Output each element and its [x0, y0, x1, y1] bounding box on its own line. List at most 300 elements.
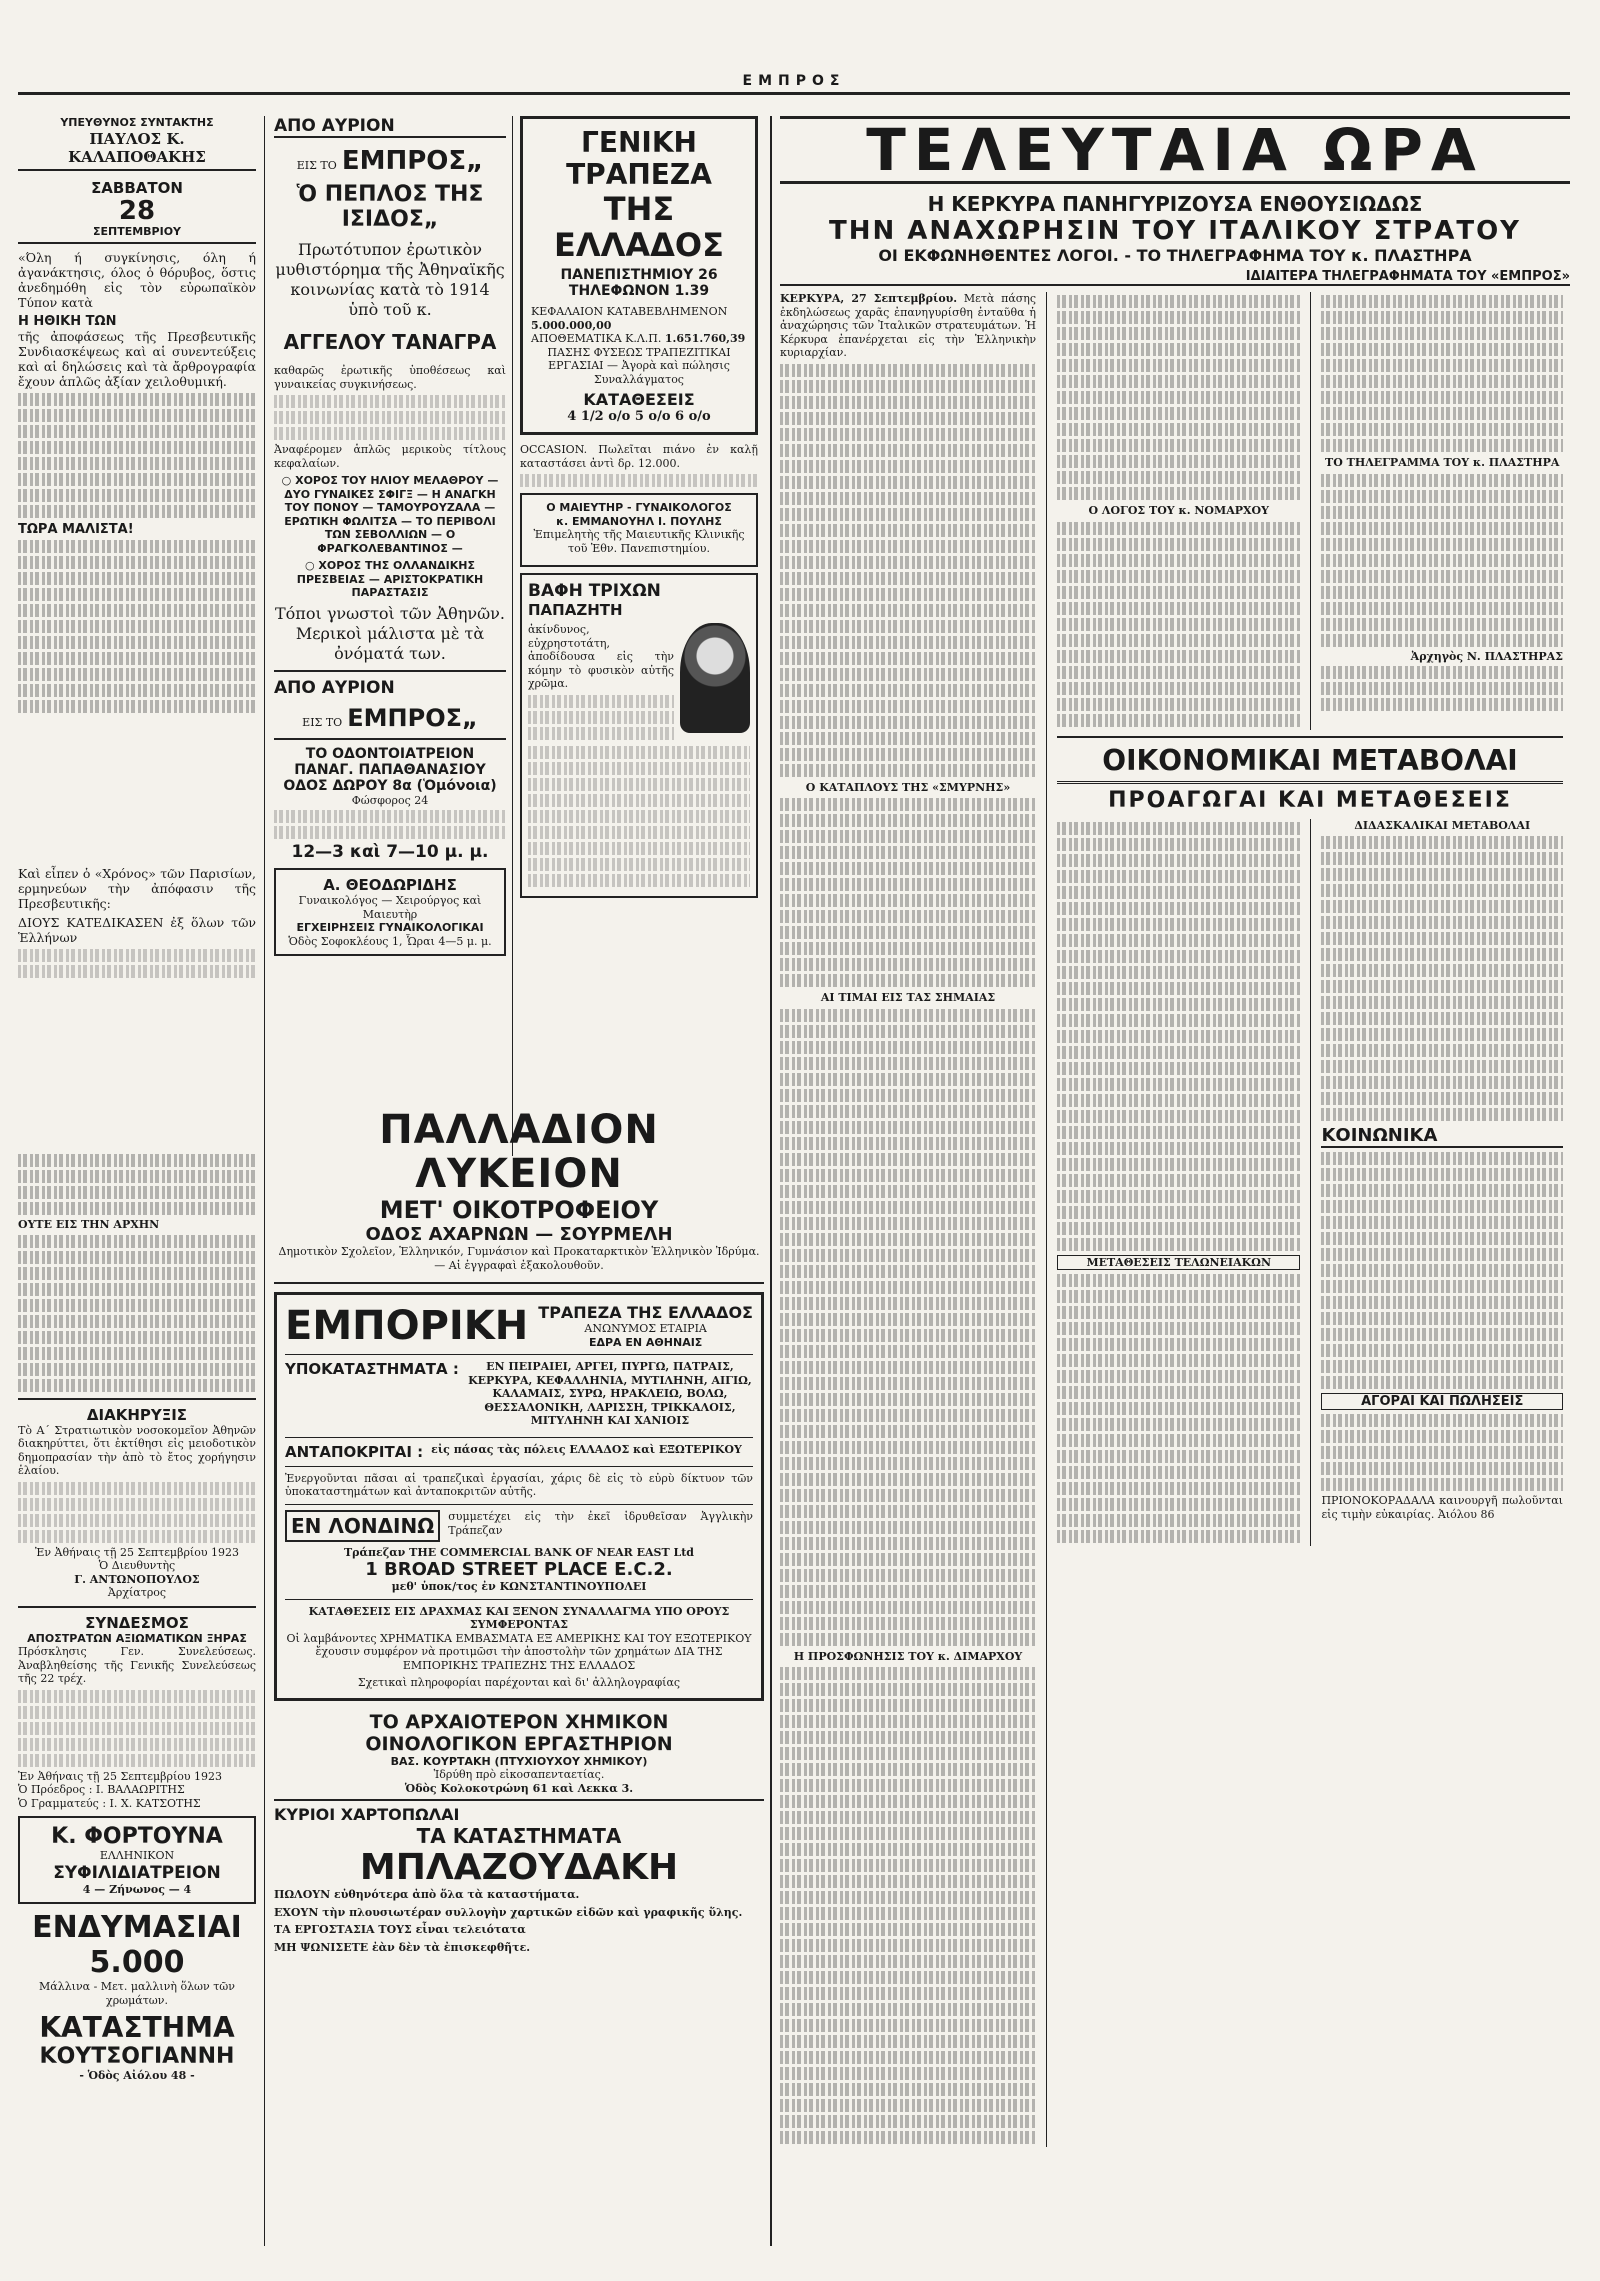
- text-block: [18, 588, 256, 601]
- right-columns-bottom: [1057, 819, 1563, 1547]
- vafi-title-1: ΒΑΦΗ ΤΡΙΧΩΝ: [528, 581, 661, 601]
- text-block: [780, 1827, 1036, 1840]
- text-block: [780, 1137, 1036, 1150]
- theodoridis-ops: ΕΓΧΕΙΡΗΣΕΙΣ ΓΥΝΑΙΚΟΛΟΓΙΚΑΙ: [296, 921, 484, 934]
- text-block: [780, 588, 1036, 601]
- geniki-address: ΠΑΝΕΠΙΣΤΗΜΙΟΥ 26: [560, 267, 718, 283]
- text-block: [1057, 554, 1300, 567]
- text-block: [1321, 295, 1563, 308]
- ta-katastimata: ΤΑ ΚΑΤΑΣΤΗΜΑΤΑ: [416, 1824, 622, 1848]
- text-block: [274, 427, 506, 440]
- text-block: [1057, 1434, 1300, 1447]
- theodoridis-address: Ὁδὸς Σοφοκλέους 1, Ὧραι 4—5 μ. μ.: [288, 934, 492, 948]
- text-block: [780, 668, 1036, 681]
- text-block: [1057, 1466, 1300, 1479]
- text-block: [1321, 1232, 1563, 1245]
- timai-heading: ΑΙ ΤΙΜΑΙ ΕΙΣ ΤΑΣ ΣΗΜΑΙΑΣ: [820, 991, 996, 1004]
- right-divider-b: [1310, 292, 1311, 730]
- odonto-address: ΟΔΟΣ ΔΩΡΟΥ 8α (Ὁμόνοια): [283, 777, 497, 794]
- text-block: [780, 1361, 1036, 1374]
- text-block: [18, 1482, 256, 1495]
- text-block: [780, 572, 1036, 585]
- text-block: [1321, 343, 1563, 356]
- text-block: [1057, 1126, 1300, 1139]
- text-block: [1057, 359, 1300, 372]
- text-block: [780, 460, 1036, 473]
- text-block: [780, 1089, 1036, 1102]
- text-block: [18, 572, 256, 585]
- text-block: [1057, 602, 1300, 615]
- apo-avrion-label: ΑΠΟ ΑΥΡΙΟΝ: [274, 116, 506, 138]
- katatheseis-label: ΚΑΤΑΘΕΣΕΙΣ: [583, 390, 695, 409]
- text-block: [18, 700, 256, 713]
- text-block: [780, 620, 1036, 633]
- text-block: [528, 794, 750, 807]
- text-block: [780, 2115, 1036, 2128]
- text-block: [18, 489, 256, 502]
- text-block: [1057, 375, 1300, 388]
- text-block: [780, 412, 1036, 425]
- oute-text: ΟΥΤΕ ΕΙΣ ΤΗΝ ΑΡΧΗΝ: [18, 1218, 160, 1231]
- text-block: [528, 826, 750, 839]
- col-divider-center: [770, 116, 772, 2246]
- text-block: [18, 1379, 256, 1392]
- text-block: [1057, 998, 1300, 1011]
- endymasiai-heading: ΕΝΔΥΜΑΣΙΑΙ: [32, 1910, 242, 1945]
- text-block: [1321, 570, 1563, 583]
- odonto-title: ΤΟ ΟΔΟΝΤΟΙΑΤΡΕΙΟΝ: [305, 745, 475, 762]
- text-block: [1321, 698, 1563, 711]
- text-block: [1321, 1060, 1563, 1073]
- right-section: [780, 116, 1570, 2256]
- syndesmos-heading: ΣΥΝΔΕΣΜΟΣ: [85, 1613, 189, 1632]
- katastima-heading: ΚΑΤΑΣΤΗΜΑ: [39, 2011, 235, 2044]
- text-block: [780, 1715, 1036, 1728]
- text-block: [780, 2099, 1036, 2112]
- text-block: [1057, 1290, 1300, 1303]
- apo-avrion-label-2: ΑΠΟ ΑΥΡΙΟΝ: [274, 677, 395, 698]
- text-block: [18, 1722, 256, 1735]
- text-block: [1321, 1264, 1563, 1277]
- text-block: [1057, 698, 1300, 711]
- text-block: [780, 1521, 1036, 1534]
- text-block: [780, 942, 1036, 955]
- text-block: [18, 652, 256, 665]
- bank-branch: μεθ' ὑποκ/τος ἐν ΚΩΝΣΤΑΝΤΙΝΟΥΠΟΛΕΙ: [391, 1580, 647, 1593]
- text-block: [780, 974, 1036, 987]
- text-block: [780, 1601, 1036, 1614]
- text-block: [18, 1738, 256, 1751]
- text-block: [1057, 1530, 1300, 1543]
- text-block: [780, 1217, 1036, 1230]
- text-block: [18, 1251, 256, 1264]
- masthead-title: ΕΜΠΡΟΣ: [742, 73, 846, 89]
- text-block: [1057, 1206, 1300, 1219]
- text-block: [1057, 1386, 1300, 1399]
- text-block: [780, 1553, 1036, 1566]
- syndesmos-president: Ὁ Πρόεδρος : Ι. ΒΑΛΑΩΡΙΤΗΣ: [18, 1783, 185, 1796]
- text-block: [18, 505, 256, 518]
- text-block: [780, 444, 1036, 457]
- nomarchis-heading: Ο ΛΟΓΟΣ ΤΟΥ κ. ΝΟΜΑΡΧΟΥ: [1088, 504, 1269, 517]
- blank-space: [18, 716, 256, 866]
- text-block: [780, 1923, 1036, 1936]
- metatheseis-telon-heading: ΜΕΤΑΘΕΣΕΙΣ ΤΕΛΩΝΕΙΑΚΩΝ: [1057, 1255, 1300, 1271]
- text-block: [1057, 1498, 1300, 1511]
- text-block: [1057, 838, 1300, 851]
- text-block: [1057, 1370, 1300, 1383]
- fortouna-ad: [18, 1816, 256, 1904]
- text-block: [780, 1457, 1036, 1470]
- text-block: [780, 1763, 1036, 1776]
- text-block: [780, 476, 1036, 489]
- text-block: [1057, 1030, 1300, 1043]
- woman-portrait-icon: [680, 623, 750, 733]
- text-block: [1057, 423, 1300, 436]
- text-block: [1057, 650, 1300, 663]
- emporiki-title: ΕΜΠΟΡΙΚΗ: [285, 1303, 529, 1349]
- koutsogianni-name: ΚΟΥΤΣΟΓΙΑΝΝΗ: [39, 2044, 235, 2069]
- right-divider-c: [1310, 819, 1311, 1547]
- empros-label-2: ΕΜΠΡΟΣ„: [347, 703, 478, 732]
- text-block: [1321, 1360, 1563, 1373]
- text-block: [18, 540, 256, 553]
- kyrioi-label: ΚΥΡΙΟΙ ΧΑΡΤΟΠΩΛΑΙ: [274, 1805, 460, 1824]
- text-block: [1057, 822, 1300, 835]
- text-block: [18, 1154, 256, 1167]
- text-block: [1057, 455, 1300, 468]
- kataplous-heading: Ο ΚΑΤΑΠΛΟΥΣ ΤΗΣ «ΣΜΥΡΝΗΣ»: [805, 780, 1011, 794]
- text-block: [1057, 902, 1300, 915]
- column-1: [18, 116, 256, 2256]
- capital-value: 5.000.000,00: [531, 318, 612, 332]
- text-block: [780, 1683, 1036, 1696]
- text-block: [780, 2035, 1036, 2048]
- author-text: καθαρῶς ἐρωτικῆς ὑποθέσεως καὶ γυναικείας συγκινήσεως.: [274, 364, 506, 391]
- text-block: [780, 1377, 1036, 1390]
- text-block: [780, 652, 1036, 665]
- text-block: [18, 556, 256, 569]
- text-block: [780, 862, 1036, 875]
- text-block: [1321, 1478, 1563, 1491]
- text-block: [1321, 391, 1563, 404]
- text-block: [1057, 1174, 1300, 1187]
- text-block: [1321, 554, 1563, 567]
- eis-to-label-2: ΕΙΣ ΤΟ: [302, 715, 343, 729]
- text-block: [780, 1025, 1036, 1038]
- right-col-c: [1321, 292, 1563, 730]
- text-block: [1321, 375, 1563, 388]
- text-block: [1321, 506, 1563, 519]
- bank-address: 1 BROAD STREET PLACE E.C.2.: [365, 1559, 673, 1580]
- text-block: [1057, 1482, 1300, 1495]
- text-block: [18, 473, 256, 486]
- text-block: [528, 711, 674, 724]
- text-block: [1321, 948, 1563, 961]
- chimiko-owner: ΒΑΣ. ΚΟΥΡΤΑΚΗ (ΠΤΥΧΙΟΥΧΟΥ ΧΗΜΙΚΟΥ): [390, 1754, 648, 1768]
- text-block: [528, 842, 750, 855]
- text-block: [780, 1971, 1036, 1984]
- syndesmos-date: Ἐν Ἀθήναις τῇ 25 Σεπτεμβρίου 1923: [18, 1769, 223, 1783]
- emporiki-company: ΑΝΩΝΥΜΟΣ ΕΤΑΙΡΙΑ: [584, 1322, 707, 1335]
- text-block: [528, 874, 750, 887]
- text-block: [1321, 1076, 1563, 1089]
- text-block: [1057, 522, 1300, 535]
- text-block: [1321, 602, 1563, 615]
- editor-role: ΥΠΕΥΘΥΝΟΣ ΣΥΝΤΑΚΤΗΣ: [60, 116, 214, 129]
- text-block: [780, 1907, 1036, 1920]
- text-block: [780, 1779, 1036, 1792]
- diakiryxis-title: Ἀρχίατρος: [107, 1586, 167, 1599]
- right-col-bc: [1057, 292, 1563, 2147]
- theodoridis-sub: Γυναικολόγος — Χειρούργος καὶ Μαιευτὴρ: [298, 894, 482, 921]
- endymasiai-count: 5.000: [89, 1945, 185, 1980]
- text-block: [18, 457, 256, 470]
- oikonomikai-heading: ΟΙΚΟΝΟΜΙΚΑΙ ΜΕΤΑΒΟΛΑΙ: [1057, 744, 1563, 784]
- london-label: ΕΝ ΛΟΝΔΙΝΩ: [285, 1510, 440, 1542]
- text-block: [780, 1233, 1036, 1246]
- text-block: [18, 684, 256, 697]
- text-block: [1057, 918, 1300, 931]
- text-block: [1057, 1014, 1300, 1027]
- text-block: [780, 1795, 1036, 1808]
- diakiryxis-text: Τὸ Α΄ Στρατιωτικὸν νοσοκομεῖον Ἀθηνῶν διακηρύττει, ὅτι ἐκτίθησι εἰς μειοδοτικὸν δημοπρασίαν τὴν ἀπὸ τὸ ἔτος χορήγησιν ἑλαίου.: [18, 1423, 256, 1477]
- text-block: [1057, 1354, 1300, 1367]
- text-block: [1321, 1376, 1563, 1389]
- text-block: [780, 428, 1036, 441]
- text-block: [780, 1009, 1036, 1022]
- text-block: [780, 894, 1036, 907]
- text-block: [1057, 666, 1300, 679]
- geniki-title-1: ΓΕΝΙΚΗ ΤΡΑΠΕΖΑ: [566, 126, 712, 191]
- right-divider-a: [1046, 292, 1047, 2147]
- reserve-value: 1.651.760,39: [664, 332, 746, 345]
- text-block: [1057, 634, 1300, 647]
- peplos-title: Ὁ ΠΕΠΛΟΣ ΤΗΣ ΙΣΙΔΟΣ„: [296, 182, 484, 232]
- plastiras-signature: Ἀρχηγὸς Ν. ΠΛΑΣΤΗΡΑΣ: [1410, 649, 1563, 663]
- text-block: [780, 1329, 1036, 1342]
- text-block: [780, 1153, 1036, 1166]
- text-block: [18, 1514, 256, 1527]
- author-name: ΑΓΓΕΛΟΥ ΤΑΝΑΓΡΑ: [283, 330, 497, 354]
- ethiki-heading: Η ΗΘΙΚΗ ΤΩΝ: [18, 314, 117, 329]
- text-block: [780, 2067, 1036, 2080]
- text-block: [780, 2003, 1036, 2016]
- text-block: [1057, 439, 1300, 452]
- text-block: [780, 1121, 1036, 1134]
- diakiryxis-role: Ὁ Διευθυντὴς: [98, 1559, 176, 1572]
- right-col-e: [1321, 819, 1563, 1547]
- text-block: [18, 1690, 256, 1703]
- text-block: [780, 1409, 1036, 1422]
- text-block: [1321, 522, 1563, 535]
- chimiko-founded: Ἱδρύθη πρὸ εἰκοσαπενταετίας.: [433, 1768, 605, 1781]
- issue-date: 28: [118, 195, 156, 226]
- text-block: [18, 1754, 256, 1767]
- prionokoradala-text: ΠΡΙΟΝΟΚΟΡΑΔΑΛΑ καινουργῆ πωλοῦνται εἰς τιμὴν εὐκαιρίας. Ἀιόλου 86: [1321, 1494, 1563, 1521]
- right-col-b: [1057, 292, 1300, 730]
- text-block: [1057, 1514, 1300, 1527]
- text-block: [780, 1345, 1036, 1358]
- didaskalikai-heading: ΔΙΔΑΣΚΑΛΙΚΑΙ ΜΕΤΑΒΟΛΑΙ: [1354, 818, 1531, 832]
- diakiryxis-signer: Γ. ΑΝΤΩΝΟΠΟΥΛΟΣ: [74, 1572, 200, 1586]
- fortouna-address: 4 — Ζήνωνος — 4: [82, 1882, 192, 1896]
- kerkyra-headline-1: Η ΚΕΡΚΥΡΑ ΠΑΝΗΓΥΡΙΖΟΥΣΑ ΕΝΘΟΥΣΙΩΔΩΣ: [927, 192, 1423, 216]
- text-block: [1057, 1450, 1300, 1463]
- text-block: [1057, 1158, 1300, 1171]
- text-block: [1321, 423, 1563, 436]
- text-block: [1321, 916, 1563, 929]
- endymasiai-text: Μάλλινα - Μετ. μαλλινὴ ὅλων τῶν χρωμάτων.: [39, 1980, 235, 2007]
- text-block: [18, 668, 256, 681]
- text-block: [1321, 1446, 1563, 1459]
- text-block: [780, 364, 1036, 377]
- text-block: [780, 556, 1036, 569]
- proagogai-heading: ΠΡΟΑΓΩΓΑΙ ΚΑΙ ΜΕΤΑΘΕΣΕΙΣ: [1108, 787, 1512, 813]
- text-block: [1057, 934, 1300, 947]
- bank-name: Τράπεζαν THE COMMERCIAL BANK OF NEAR EAST Ltd: [344, 1545, 694, 1559]
- text-block: [1057, 586, 1300, 599]
- odonto-hours: 12—3 καὶ 7—10 μ. μ.: [291, 842, 489, 862]
- text-block: [1321, 1280, 1563, 1293]
- right-col-d: [1057, 819, 1300, 1547]
- deposits-heading: ΚΑΤΑΘΕΣΕΙΣ ΕΙΣ ΔΡΑΧΜΑΣ ΚΑΙ ΞΕΝΟΝ ΣΥΝΑΛΛΑΓΜΑ ΥΠΟ ΟΡΟΥΣ ΣΥΜΦΕΡΟΝΤΑΣ: [308, 1604, 730, 1631]
- kerkyra-dateline: ΚΕΡΚΥΡΑ, 27 Σεπτεμβρίου.: [780, 292, 958, 305]
- text-block: [1321, 900, 1563, 913]
- text-block: [18, 636, 256, 649]
- chimiko-title-2: ΟΙΝΟΛΟΓΙΚΟΝ ΕΡΓΑΣΤΗΡΙΟΝ: [365, 1732, 673, 1755]
- text-block: [18, 1299, 256, 1312]
- text-block: [1321, 1012, 1563, 1025]
- text-block: [18, 1347, 256, 1360]
- text-block: [780, 700, 1036, 713]
- text-block: [780, 1105, 1036, 1118]
- text-block: [780, 846, 1036, 859]
- ypokatastimata-label: ΥΠΟΚΑΤΑΣΤΗΜΑΤΑ :: [285, 1360, 459, 1378]
- text-block: [1321, 964, 1563, 977]
- text-block: [1057, 982, 1300, 995]
- text-block: [1057, 570, 1300, 583]
- tora-heading: ΤΩΡΑ ΜΑΛΙΣΤΑ!: [18, 522, 134, 537]
- chimiko-address: Ὁδὸς Κολοκοτρώνη 61 καὶ Λεκκα 3.: [404, 1781, 634, 1795]
- text-block: [780, 1811, 1036, 1824]
- peplos-text: Πρωτότυπον ἐρωτικὸν μυθιστόρημα τῆς Ἀθηναϊκῆς κοινωνίας κατὰ τὸ 1914 ὑπὸ τοῦ κ.: [275, 240, 505, 319]
- text-block: [780, 814, 1036, 827]
- text-block: [1321, 634, 1563, 647]
- vafi-ad: [520, 573, 758, 898]
- text-block: [780, 1169, 1036, 1182]
- text-block: [780, 748, 1036, 761]
- issue-month: ΣΕΠΤΕΜΒΡΙΟΥ: [18, 225, 256, 245]
- text-block: [528, 695, 674, 708]
- text-block: [780, 732, 1036, 745]
- text-block: [274, 395, 506, 408]
- text-block: [780, 1473, 1036, 1486]
- mplazoudaki-line-2: ΕΧΟΥΝ τὴν πλουσιωτέραν συλλογὴν χαρτικῶν εἰδῶν καὶ γραφικῆς ὕλης.: [274, 1905, 743, 1919]
- text-block: [1057, 327, 1300, 340]
- text-block: [780, 2019, 1036, 2032]
- text-block: [18, 965, 256, 978]
- text-block: [1321, 1312, 1563, 1325]
- plastiras-heading: ΤΟ ΤΗΛΕΓΡΑΜΜΑ ΤΟΥ κ. ΠΛΑΣΤΗΡΑ: [1325, 456, 1560, 469]
- syndesmos-text: Πρόσκλησις Γεν. Συνελεύσεως. Ἀναβληθείσης τῆς Γενικῆς Συνελεύσεως τῆς 22 τρέχ.: [18, 1645, 256, 1685]
- palladion-title: ΠΑΛΛΑΔΙΟΝ ΛΥΚΕΙΟΝ: [379, 1108, 659, 1197]
- antapokritai-text: εἰς πάσας τὰς πόλεις ΕΛΛΑΔΟΣ καὶ ΕΞΩΤΕΡΙΚΟΥ: [431, 1442, 742, 1456]
- syndesmos-secretary: Ὁ Γραμματεύς : Ι. Χ. ΚΑΤΣΟΤΗΣ: [18, 1796, 201, 1810]
- text-block: [18, 425, 256, 438]
- text-block: [780, 492, 1036, 505]
- right-columns-top: [780, 292, 1570, 2147]
- text-block: [1057, 886, 1300, 899]
- mplazoudaki-line-1: ΠΩΛΟΥΝ εὐθηνότερα ἀπὸ ὅλα τὰ καταστήματα.: [274, 1888, 580, 1901]
- palladion-ad: [274, 1108, 764, 1284]
- text-block: [1321, 1248, 1563, 1261]
- mplazoudaki-line-3: ΤΑ ΕΡΓΟΣΤΑΣΙΑ ΤΟΥΣ εἶναι τελειότατα: [274, 1923, 526, 1936]
- text-block: [780, 1617, 1036, 1630]
- right-col-a: [780, 292, 1036, 2147]
- text-block: [1321, 1344, 1563, 1357]
- lead-paragraph: «Όλη ή συγκίνησις, όλη ή ἀγανάκτησις, όλος ὁ θόρυβος, ὅστις ἀνεδημόθη εἰς τὸν εὐρωπαϊκὸν Τύπον κατὰ: [18, 250, 256, 310]
- text-block: [1057, 854, 1300, 867]
- text-block: [18, 1267, 256, 1280]
- text-block: [1321, 682, 1563, 695]
- column-2: [274, 116, 506, 1166]
- text-block: [780, 1185, 1036, 1198]
- text-block: [1057, 1238, 1300, 1251]
- emporiki-seat: ΕΔΡΑ ΕΝ ΑΘΗΝΑΙΣ: [588, 1335, 703, 1349]
- text-block: [780, 524, 1036, 537]
- text-block: [780, 1537, 1036, 1550]
- chimiko-ad: [274, 1711, 764, 1802]
- text-block: [1057, 391, 1300, 404]
- text-block: [1321, 1328, 1563, 1341]
- issue-day: ΣΑΒΒΑΤΟΝ: [91, 178, 183, 197]
- text-block: [780, 636, 1036, 649]
- text-block: [1057, 618, 1300, 631]
- text-block: [528, 858, 750, 871]
- text-block: [780, 1569, 1036, 1582]
- text-block: [1057, 682, 1300, 695]
- text-block: [1057, 538, 1300, 551]
- text-block: [780, 2051, 1036, 2064]
- emporiki-ad: [274, 1292, 764, 1701]
- text-block: [1057, 1306, 1300, 1319]
- text-block: [780, 1265, 1036, 1278]
- text-block: [780, 1489, 1036, 1502]
- palladion-sub: ΜΕΤ' ΟΙΚΟΤΡΟΦΕΙΟΥ: [379, 1196, 659, 1224]
- text-block: [780, 604, 1036, 617]
- text-block: [18, 393, 256, 406]
- kerkyra-headline-3: ΟΙ ΕΚΦΩΝΗΘΕΝΤΕΣ ΛΟΓΟΙ. - ΤΟ ΤΗΛΕΓΡΑΦΗΜΑ ΤΟΥ κ. ΠΛΑΣΤΗΡΑ: [878, 246, 1472, 265]
- occasion-text: OCCASION. Πωλεῖται πιάνο ἐν καλῇ καταστάσει ἀντὶ δρ. 12.000.: [520, 443, 758, 470]
- text-block: [1057, 1338, 1300, 1351]
- center-ads: [274, 1108, 764, 2258]
- london-text: συμμετέχει εἰς τὴν ἐκεῖ ἱδρυθεῖσαν Ἀγγλικὴν Τράπεζαν: [448, 1510, 753, 1537]
- text-block: [18, 1706, 256, 1719]
- text-block: [1321, 884, 1563, 897]
- text-block: [18, 604, 256, 617]
- antapokritai-label: ΑΝΤΑΠΟΚΡΙΤΑΙ :: [285, 1442, 424, 1461]
- text-block: [780, 958, 1036, 971]
- text-block: [1057, 1402, 1300, 1415]
- text-block: [1321, 836, 1563, 849]
- text-block: [780, 1393, 1036, 1406]
- text-block: [780, 1667, 1036, 1680]
- text-block: [18, 409, 256, 422]
- right-col-bc-top: [1057, 292, 1563, 730]
- text-block: [1321, 1168, 1563, 1181]
- odonto-phone: Φώσφορος 24: [351, 793, 429, 807]
